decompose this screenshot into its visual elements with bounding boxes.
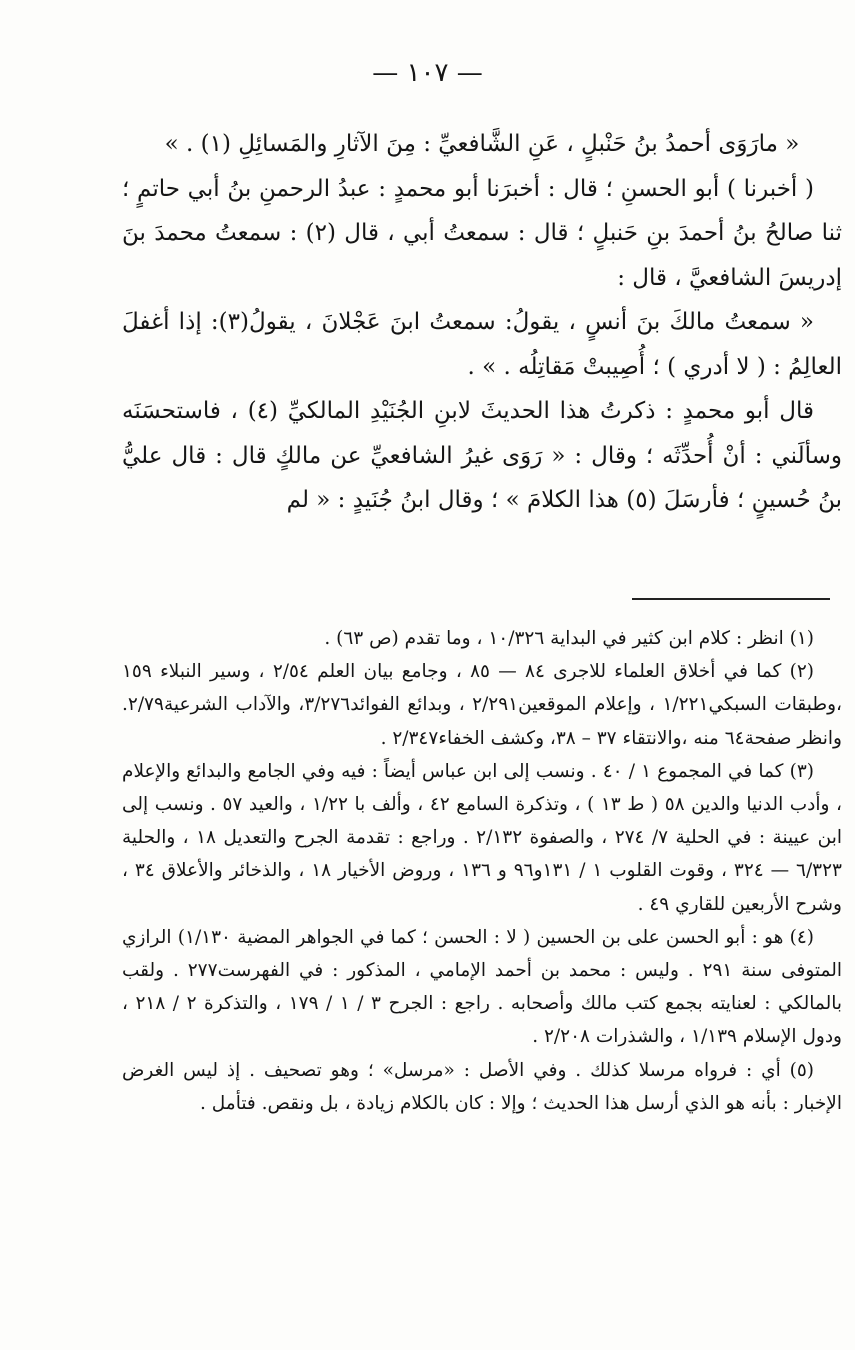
page-number: — ١٠٧ — <box>372 58 483 88</box>
footnote-separator <box>632 598 830 600</box>
body-paragraph-quote: « سمعتُ مالكَ بنَ أنسٍ ، يقولُ: سمعتُ ابنَ عَجْلانَ ، يقولُ(٣): إذا أغفلَ العالِمُ : ( لا أدري ) ؛ أُصِيبتْ مَقاتِلُه . » . <box>122 309 842 380</box>
footnote-2: (٢) كما في أخلاق العلماء للاجرى ٨٤ — ٨٥ ، وجامع بيان العلم ٢/٥٤ ، وسير النبلاء ١٥٩ ،وطبقات السبكي١/٢٢١ ، وإعلام الموقعين٢/٢٩١ ، وبدائع الفوائد٣/٢٧٦، والآداب الشرعية٢/٧٩. وانظر صفحة٦٤ منه ،والانتقاء ٣٧ – ٣٨، وكشف الخفاء٢/٣٤٧ . <box>122 661 842 749</box>
body-paragraph-isnad: ( أخبرنا ) أبو الحسنِ ؛ قال : أخبرَنا أبو محمدٍ : عبدُ الرحمنِ بنُ أبي حاتمٍ ؛ ثنا صالحُ بنُ أحمدَ بنِ حَنبلٍ ؛ قال : سمعتُ أبي ، قال (٢) : سمعتُ محمدَ بنَ إدريسَ الشافعيَّ ، قال : <box>122 175 842 291</box>
body-paragraph-commentary: قال أبو محمدٍ : ذكرتُ هذا الحديثَ لابنِ الجُنَيْدِ المالكيِّ (٤) ، فاستحسَنَه وسألَني : أنْ أُحدِّثَه ؛ وقال : « رَوَى غيرُ الشافعيِّ عن مالكٍ قال : قال عليُّ بنُ حُسينٍ ؛ فأرسَلَ (٥) هذا الكلامَ » ؛ وقال ابنُ جُنَيدٍ : « لم <box>122 398 842 513</box>
footnote-5: (٥) أي : فرواه مرسلا كذلك . وفي الأصل : «مرسل» ؛ وهو تصحيف . إذ ليس الغرض الإخبار : بأنه هو الذي أرسل هذا الحديث ؛ وإلا : كان بالكلام زيادة ، بل ونقص. فتأمل . <box>122 1059 842 1114</box>
footnotes <box>122 622 842 1120</box>
footnote-4: (٤) هو : أبو الحسن على بن الحسين ( لا : الحسن ؛ كما في الجواهر المضية ١/١٣٠) الرازي المتوفى سنة ٢٩١ . وليس : محمد بن أحمد الإمامي ، المذكور : في الفهرست٢٧٧ . ولقب بالمالكي : لعنايته بجمع كتب مالك وأصحابه . راجع : الجرح ٣ / ١ / ١٧٩ ، والتذكرة ٢ / ٢١٨ ، ودول الإسلام ١/١٣٩ ، والشذرات ٢/٢٠٨ . <box>122 926 843 1048</box>
section-heading: « مارَوَى أحمدُ بنُ حَنْبلٍ ، عَنِ الشَّافعيِّ : مِنَ الآثارِ والمَسائِلِ (١) . » <box>164 131 800 157</box>
main-text <box>122 122 842 523</box>
footnote-1: (١) انظر : كلام ابن كثير في البداية ١٠/٣٢٦ ، وما تقدم (ص ٦٣) . <box>324 628 814 649</box>
footnote-3: (٣) كما في المجموع ١ / ٤٠ . ونسب إلى ابن عباس أيضاً : فيه وفي الجامع والبدائع والإعلام ، وأدب الدنيا والدين ٥٨ ( ط ١٣ ) ، وتذكرة السامع ٤٢ ، وألف با ١/٢٢ ، والعيد ٥٧ . ونسب إلى ابن عيينة : في الحلية ٧/ ٢٧٤ ، والصفوة ٢/١٣٢ . وراجع : تقدمة الجرح والتعديل ١٨ ، والحلية ٦/٣٢٣ — ٣٢٤ ، وقوت القلوب ١ / ١٣١و٩٦ و ١٣٦ ، وروض الأخيار ١٨ ، والذخائر والأعلاق ٣٤ ، وشرح الأربعين للقاري ٤٩ . <box>122 760 843 915</box>
